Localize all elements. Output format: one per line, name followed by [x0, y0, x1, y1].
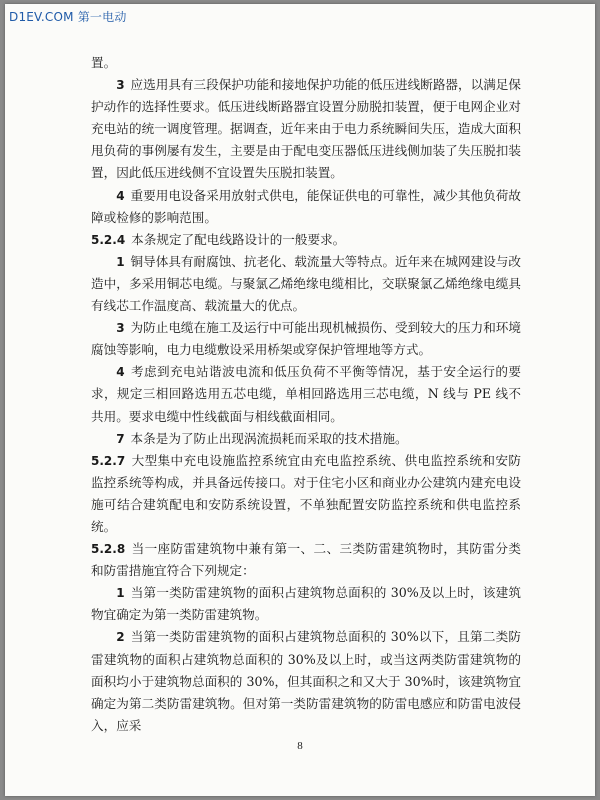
section-number: 5.2.4	[91, 232, 126, 247]
paragraph-text: 应选用具有三段保护功能和接地保护功能的低压进线断路器，以满足保护动作的选择性要求。低压进线断路器宜设置分励脱扣装置，便于电网企业对充电站的统一调度管理。据调查，近年来由于电力系统瞬间失压，造成大面积甩负荷的事例屡有发生，主要是由于配电变压器低压进线侧加装了失压脱扣装置，因此低压进线侧不宜设置失压脱扣装置。	[91, 77, 521, 181]
paragraph-text: 置。	[91, 55, 117, 70]
item-number: 3	[116, 321, 125, 336]
item-number: 1	[116, 586, 125, 601]
site-watermark: D1EV.COM 第一电动	[9, 10, 127, 24]
list-item	[91, 185, 521, 229]
section-number: 5.2.7	[91, 453, 126, 468]
paragraph-text: 大型集中充电设施监控系统宜由充电监控系统、供电监控系统和安防监控系统等构成，并具备远传接口。对于住宅小区和商业办公建筑内建充电设施可结合建筑配电和安防系统设置，不单独配置安防监控系统和供电监控系统。	[91, 452, 521, 534]
section-paragraph	[91, 538, 521, 582]
list-item	[91, 74, 521, 184]
list-item	[91, 582, 521, 626]
list-item	[91, 251, 521, 317]
section-paragraph	[91, 229, 521, 251]
item-number: 1	[116, 254, 125, 269]
list-item	[91, 361, 521, 427]
paragraph-text: 重要用电设备采用放射式供电，能保证供电的可靠性，减少其他负荷故障或检修的影响范围。	[91, 187, 521, 225]
document-page	[5, 4, 595, 796]
paragraph-text: 当第一类防雷建筑物的面积占建筑物总面积的 30%以下，且第二类防雷建筑物的面积占建筑物总面积的 30%及以上时，或当这两类防雷建筑物的面积均小于建筑物总面积的 30%，但其面积之和又大于 30%时，该建筑物宜确定为第二类防雷建筑物。但对第一类防雷建筑物的防雷电感应和防雷电波侵入，应采	[91, 629, 521, 733]
list-item	[91, 317, 521, 361]
paragraph-text: 本条是为了防止出现涡流损耗而采取的技术措施。	[130, 430, 408, 446]
item-number: 4	[116, 365, 125, 380]
item-number: 4	[116, 188, 125, 203]
paragraph-text: 当第一类防雷建筑物的面积占建筑物总面积的 30%及以上时，该建筑物宜确定为第一类防雷建筑物。	[91, 585, 521, 623]
paragraph-text: 本条规定了配电线路设计的一般要求。	[131, 231, 346, 247]
paragraph-continuation	[91, 52, 521, 74]
paragraph-text: 考虑到充电站谐波电流和低压负荷不平衡等情况，基于安全运行的要求，规定三相回路选用五芯电缆，单相回路选用三芯电缆，N 线与 PE 线不共用。要求电缆中性线截面与相线截面相同。	[91, 364, 521, 424]
paragraph-text: 当一座防雷建筑物中兼有第一、二、三类防雷建筑物时，其防雷分类和防雷措施宜符合下列规定：	[91, 541, 521, 579]
page-number: 8	[297, 740, 303, 752]
list-item	[91, 428, 521, 450]
document-body	[91, 52, 521, 737]
item-number: 2	[116, 630, 125, 645]
list-item	[91, 626, 521, 736]
paragraph-text: 铜导体具有耐腐蚀、抗老化、载流量大等特点。近年来在城网建设与改造中，多采用铜芯电缆。与聚氯乙烯绝缘电缆相比，交联聚氯乙烯绝缘电缆具有线芯工作温度高、载流量大的优点。	[91, 253, 521, 314]
paragraph-text: 为防止电缆在施工及运行中可能出现机械损伤、受到较大的压力和环境腐蚀等影响，电力电缆敷设采用桥架或穿保护管埋地等方式。	[91, 320, 521, 358]
item-number: 3	[116, 78, 125, 93]
item-number: 7	[116, 431, 125, 446]
section-number: 5.2.8	[91, 542, 126, 557]
section-paragraph	[91, 450, 521, 538]
